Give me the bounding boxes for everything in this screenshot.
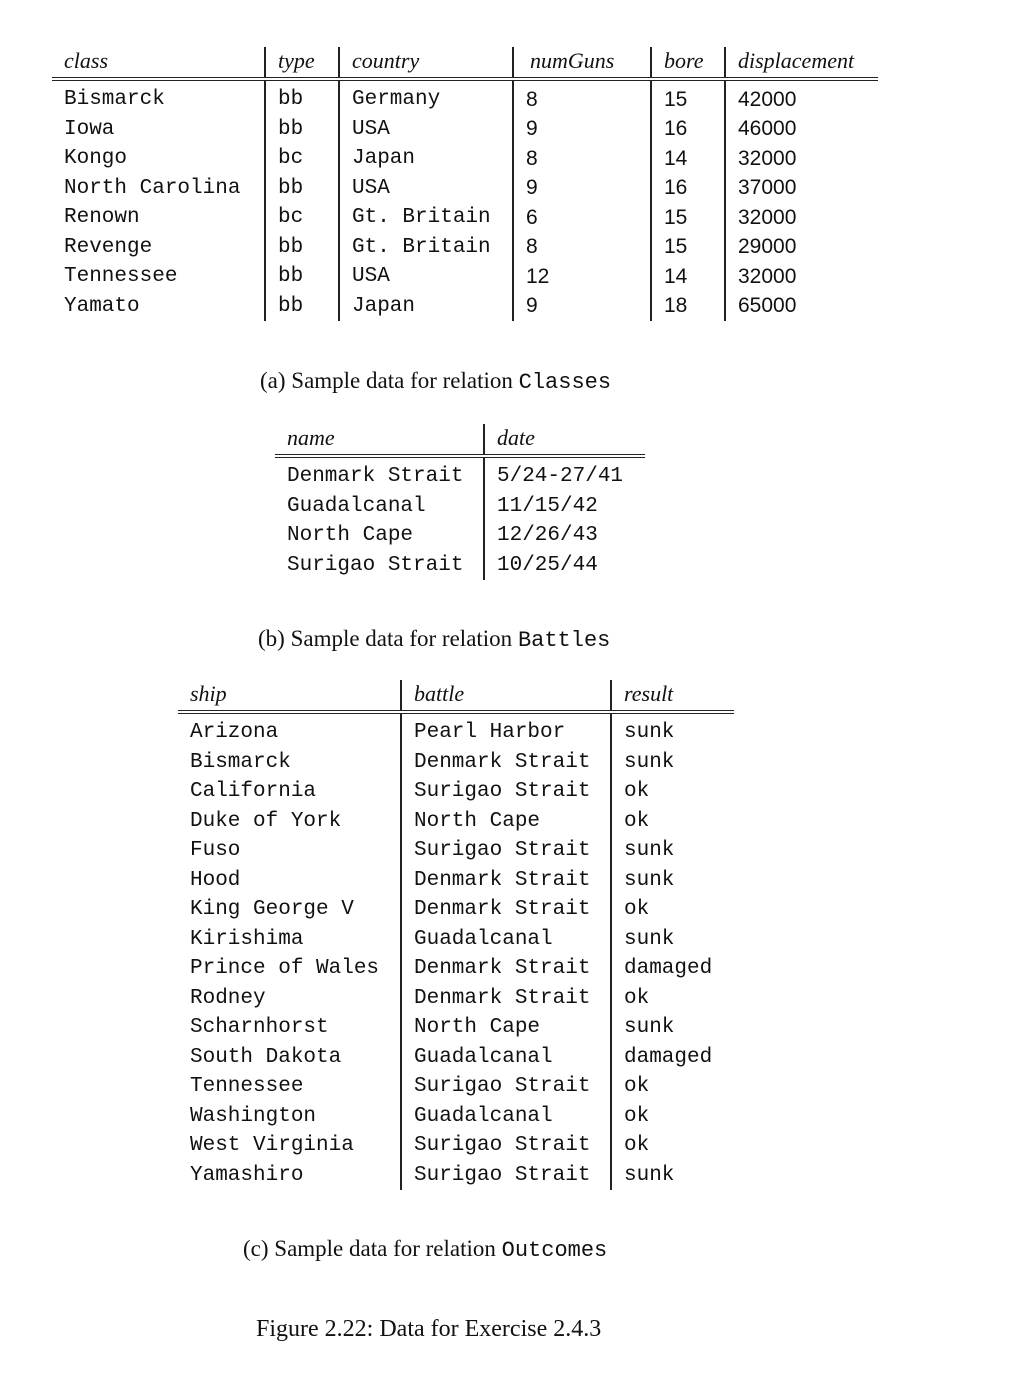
table-cell: USA <box>339 262 513 292</box>
table-cell: ok <box>611 984 734 1014</box>
table-row <box>52 174 878 204</box>
table-cell: Hood <box>190 868 241 892</box>
table-cell: Duke of York <box>190 809 342 833</box>
table-cell: USA <box>339 174 513 204</box>
table-cell: Denmark Strait <box>401 866 611 896</box>
table-cell: Denmark Strait <box>401 984 611 1014</box>
table-cell: bc <box>265 144 339 174</box>
table-cell: ok <box>611 1102 734 1132</box>
table-cell: sunk <box>611 748 734 778</box>
table-cell: Surigao Strait <box>287 553 464 577</box>
table-row <box>178 712 734 748</box>
table-row <box>178 836 734 866</box>
table-cell: 42000 <box>725 79 878 115</box>
column-header: country <box>339 47 513 79</box>
caption-text: (a) Sample data for relation <box>260 368 513 393</box>
table-cell: Kirishima <box>190 927 304 951</box>
figure-caption: Figure 2.22: Data for Exercise 2.4.3 <box>256 1316 602 1342</box>
table-cell: 8 <box>513 79 651 115</box>
table-cell: ok <box>611 895 734 925</box>
table-cell: 65000 <box>725 292 878 322</box>
table-cell: 6 <box>513 203 651 233</box>
table-cell: damaged <box>611 954 734 984</box>
table-row <box>178 1072 734 1102</box>
table-cell: Tennessee <box>64 265 178 289</box>
table-cell: Tennessee <box>190 1075 304 1099</box>
table-row <box>178 925 734 955</box>
table-cell: bb <box>265 292 339 322</box>
table-row <box>52 79 878 115</box>
table-cell: Scharnhorst <box>190 1016 329 1040</box>
column-header: class <box>52 47 265 79</box>
column-header: displacement <box>725 47 878 79</box>
table-row <box>275 551 645 581</box>
table-cell: 15 <box>651 79 725 115</box>
table-cell: 8 <box>513 233 651 263</box>
table-cell: Iowa <box>64 117 115 141</box>
table-row <box>178 1131 734 1161</box>
table-cell: Surigao Strait <box>401 1072 611 1102</box>
table-cell: 14 <box>651 144 725 174</box>
table-cell: Denmark Strait <box>401 748 611 778</box>
table-cell: sunk <box>611 1161 734 1191</box>
caption-text: (b) Sample data for relation <box>258 626 513 651</box>
column-header: ship <box>178 680 401 712</box>
caption-text: (c) Sample data for relation <box>243 1236 496 1261</box>
column-header: result <box>611 680 734 712</box>
table-cell: Guadalcanal <box>401 925 611 955</box>
outcomes-caption <box>243 1236 607 1263</box>
table-cell: sunk <box>611 866 734 896</box>
battles-caption <box>258 626 610 653</box>
table-cell: Denmark Strait <box>287 465 464 489</box>
table-cell: North Cape <box>401 1013 611 1043</box>
table-cell: Surigao Strait <box>401 1131 611 1161</box>
table-cell: Yamato <box>64 294 140 318</box>
column-header: type <box>265 47 339 79</box>
table-cell: 9 <box>513 174 651 204</box>
table-row <box>178 984 734 1014</box>
table-cell: 37000 <box>725 174 878 204</box>
table-row <box>178 895 734 925</box>
relation-name: Battles <box>517 628 611 653</box>
table-row <box>178 1043 734 1073</box>
classes-caption <box>260 368 611 395</box>
table-cell: 16 <box>651 174 725 204</box>
table-cell: 46000 <box>725 115 878 145</box>
table-cell: bb <box>265 174 339 204</box>
table-cell: sunk <box>611 712 734 748</box>
table-cell: 14 <box>651 262 725 292</box>
column-header: bore <box>651 47 725 79</box>
relation-name: Classes <box>518 370 612 395</box>
table-cell: ok <box>611 1072 734 1102</box>
table-row <box>275 492 645 522</box>
table-cell: Guadalcanal <box>401 1043 611 1073</box>
table-row <box>178 1161 734 1191</box>
table-cell: Surigao Strait <box>401 836 611 866</box>
column-header: battle <box>401 680 611 712</box>
table-row <box>178 748 734 778</box>
table-cell: bc <box>265 203 339 233</box>
table-cell: sunk <box>611 925 734 955</box>
table-cell: 32000 <box>725 203 878 233</box>
table-row <box>178 777 734 807</box>
table-cell: Bismarck <box>190 750 291 774</box>
table-cell: 29000 <box>725 233 878 263</box>
table-cell: 15 <box>651 233 725 263</box>
table-cell: 9 <box>513 115 651 145</box>
table-cell: Rodney <box>190 986 266 1010</box>
table-cell: Surigao Strait <box>401 1161 611 1191</box>
outcomes-table <box>178 680 734 1190</box>
table-cell: 32000 <box>725 262 878 292</box>
table-cell: Renown <box>64 206 140 230</box>
table-header-row <box>52 47 878 79</box>
table-header-row <box>275 424 645 456</box>
table-row <box>178 1013 734 1043</box>
table-cell: Prince of Wales <box>190 957 380 981</box>
table-row <box>52 203 878 233</box>
table-row <box>52 233 878 263</box>
table-row <box>178 807 734 837</box>
table-row <box>178 866 734 896</box>
table-cell: Kongo <box>64 147 128 171</box>
table-cell: ok <box>611 777 734 807</box>
classes-table <box>52 47 878 321</box>
table-cell: 12 <box>513 262 651 292</box>
table-cell: Washington <box>190 1104 317 1128</box>
table-cell: Gt. Britain <box>339 203 513 233</box>
table-cell: sunk <box>611 836 734 866</box>
table-cell: ok <box>611 1131 734 1161</box>
table-row <box>275 456 645 492</box>
table-row <box>52 262 878 292</box>
table-cell: 9 <box>513 292 651 322</box>
table-row <box>275 521 645 551</box>
table-cell: West Virginia <box>190 1134 354 1158</box>
table-row <box>52 292 878 322</box>
table-cell: Bismarck <box>64 88 165 112</box>
table-cell: Surigao Strait <box>401 777 611 807</box>
table-cell: North Cape <box>287 524 414 548</box>
table-cell: bb <box>265 79 339 115</box>
relation-name: Outcomes <box>501 1238 608 1263</box>
table-row <box>178 1102 734 1132</box>
column-header: date <box>484 424 645 456</box>
table-header-row <box>178 680 734 712</box>
table-cell: Japan <box>339 144 513 174</box>
table-cell: 18 <box>651 292 725 322</box>
table-cell: 5/24-27/41 <box>484 456 645 492</box>
column-header: numGuns <box>513 47 651 79</box>
table-cell: bb <box>265 233 339 263</box>
table-cell: Pearl Harbor <box>401 712 611 748</box>
table-cell: 11/15/42 <box>484 492 645 522</box>
table-cell: Revenge <box>64 235 153 259</box>
table-cell: bb <box>265 262 339 292</box>
table-cell: Arizona <box>190 721 279 745</box>
table-cell: bb <box>265 115 339 145</box>
table-cell: 12/26/43 <box>484 521 645 551</box>
table-cell: 10/25/44 <box>484 551 645 581</box>
table-cell: Guadalcanal <box>401 1102 611 1132</box>
table-cell: ok <box>611 807 734 837</box>
table-cell: South Dakota <box>190 1045 342 1069</box>
table-cell: sunk <box>611 1013 734 1043</box>
battles-table <box>275 424 645 580</box>
table-cell: Japan <box>339 292 513 322</box>
table-cell: 32000 <box>725 144 878 174</box>
table-cell: Fuso <box>190 839 241 863</box>
table-cell: King George V <box>190 898 354 922</box>
table-cell: USA <box>339 115 513 145</box>
table-cell: Yamashiro <box>190 1163 304 1187</box>
table-cell: Guadalcanal <box>287 494 426 518</box>
table-cell: damaged <box>611 1043 734 1073</box>
table-cell: 15 <box>651 203 725 233</box>
table-cell: Germany <box>339 79 513 115</box>
table-cell: Denmark Strait <box>401 954 611 984</box>
table-cell: Denmark Strait <box>401 895 611 925</box>
table-cell: North Cape <box>401 807 611 837</box>
column-header: name <box>275 424 484 456</box>
table-cell: 8 <box>513 144 651 174</box>
table-cell: 16 <box>651 115 725 145</box>
table-cell: Gt. Britain <box>339 233 513 263</box>
table-row <box>52 144 878 174</box>
table-row <box>52 115 878 145</box>
table-cell: North Carolina <box>64 176 241 200</box>
table-row <box>178 954 734 984</box>
table-cell: California <box>190 780 317 804</box>
